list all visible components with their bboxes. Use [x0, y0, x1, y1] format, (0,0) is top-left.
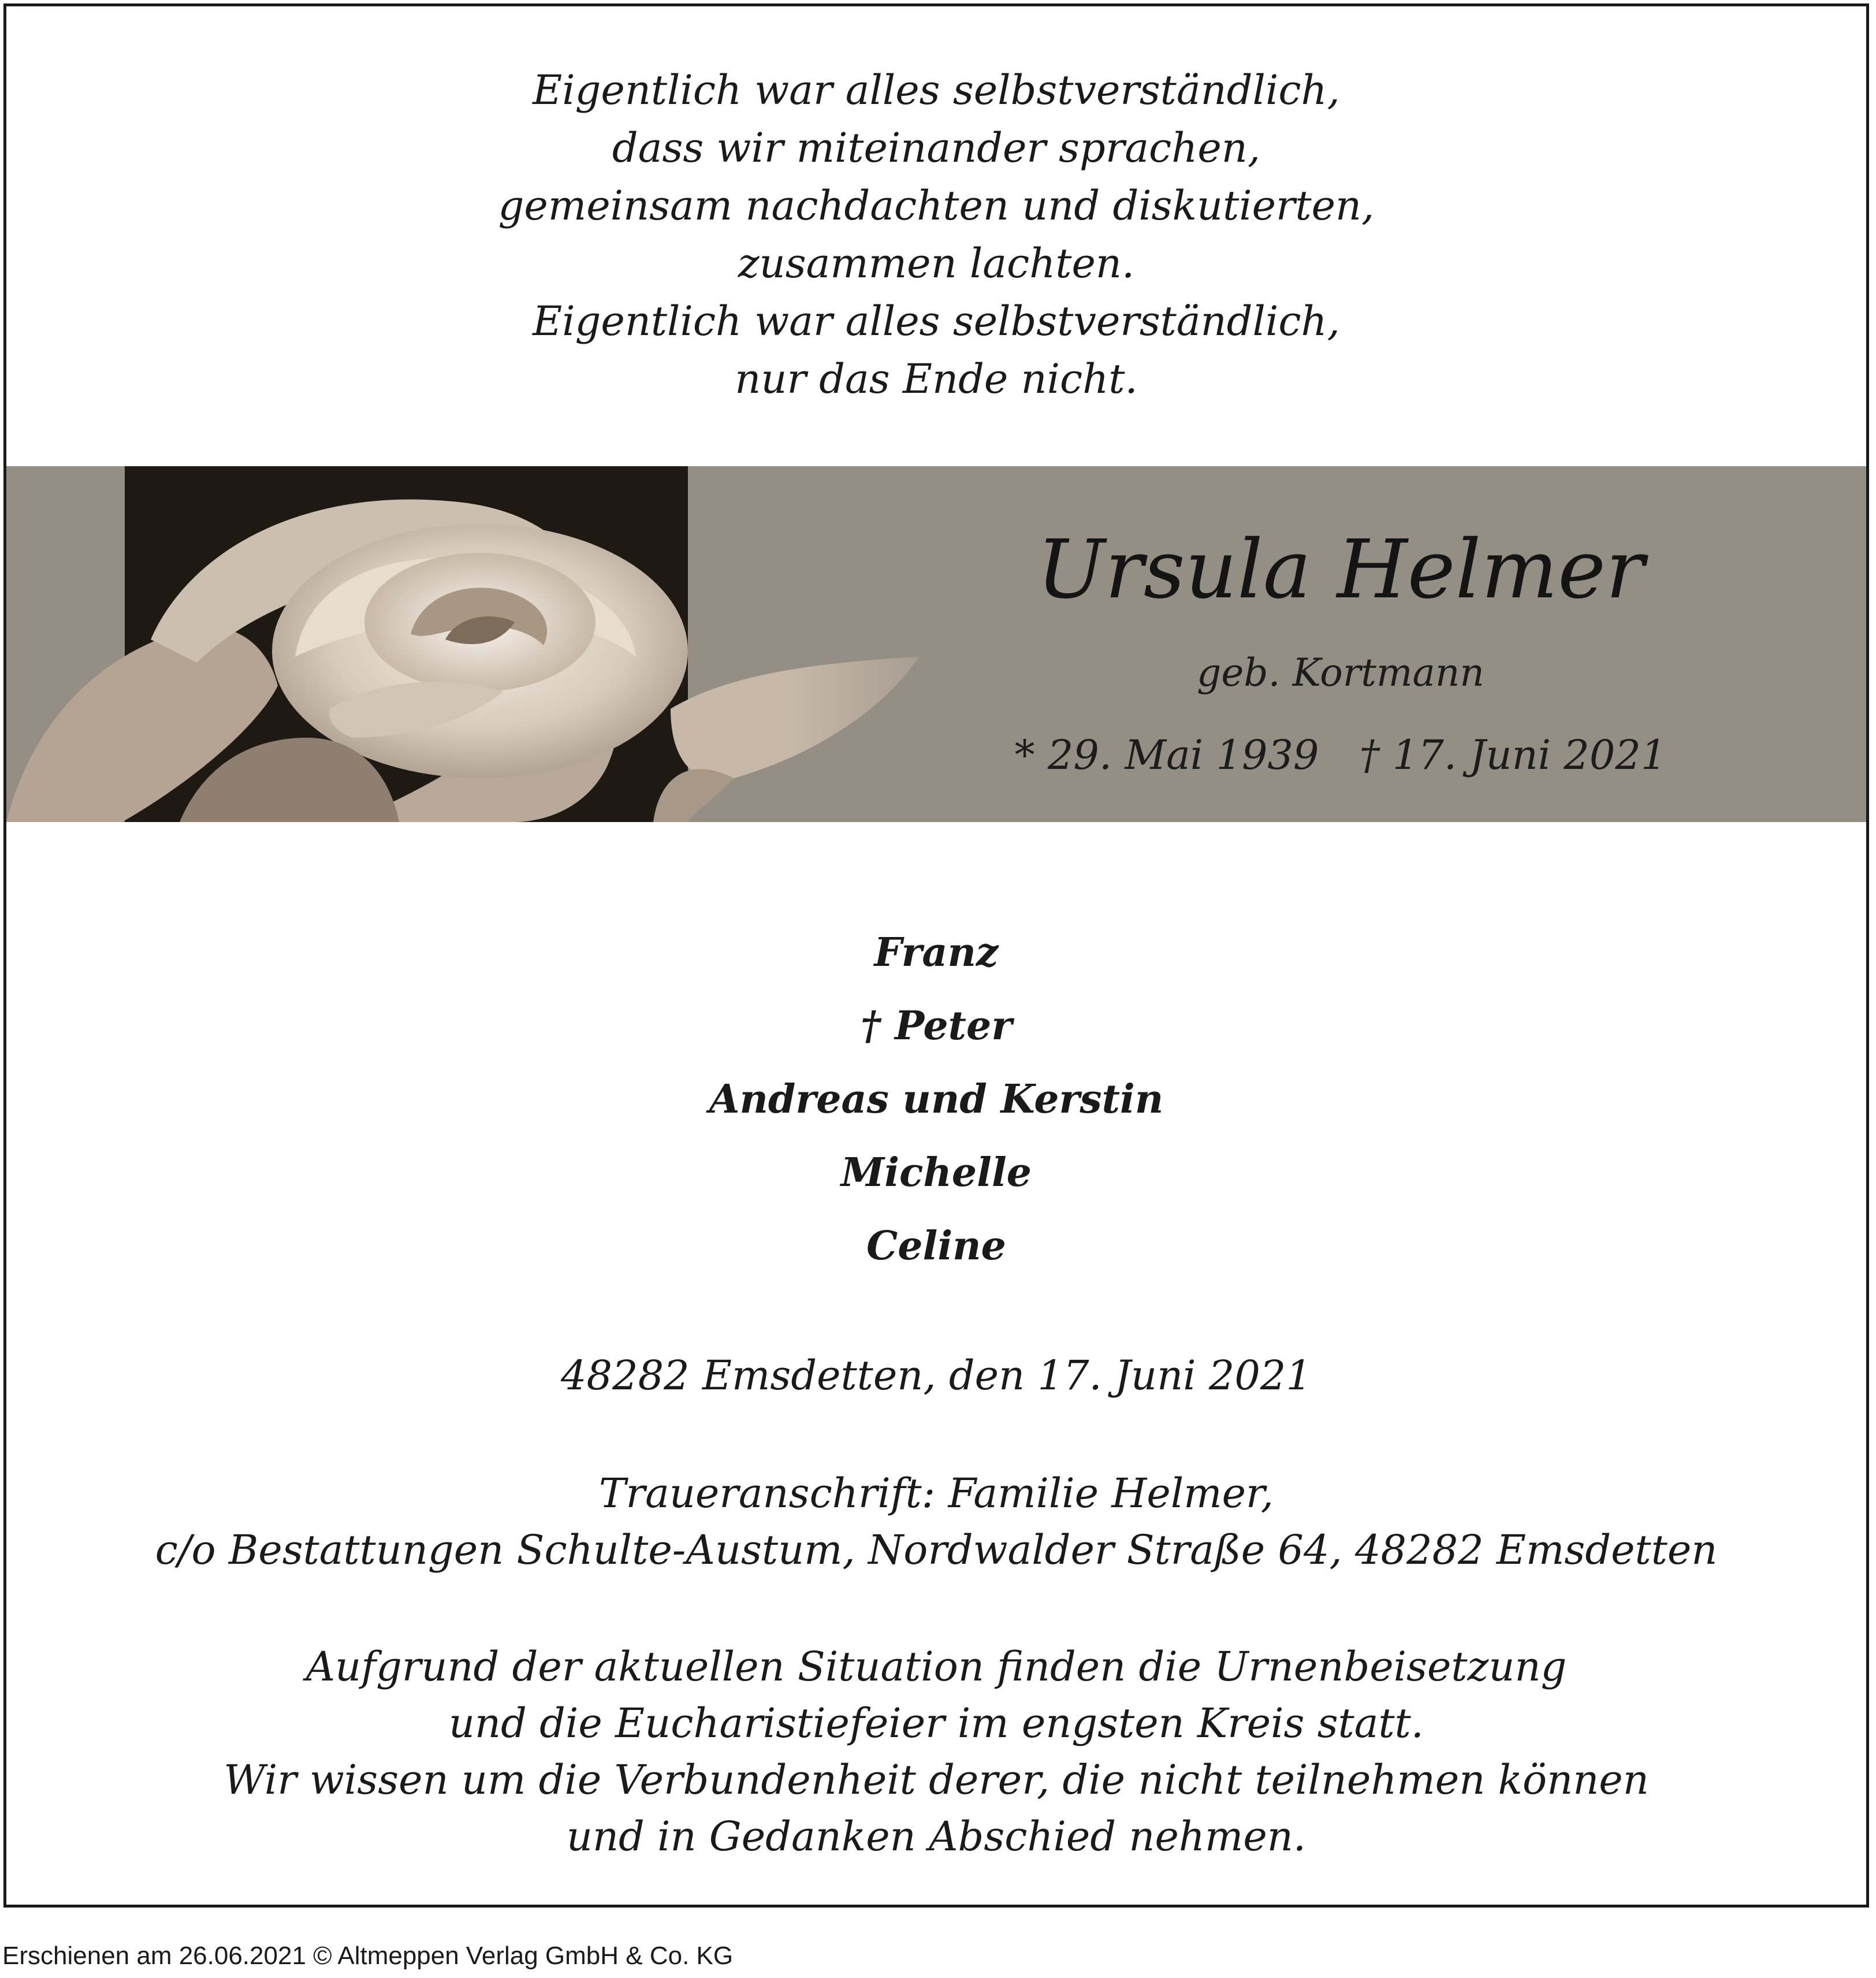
mourner-name: † Peter [860, 1003, 1013, 1049]
notice-line: Aufgrund der aktuellen Situation finden die Urnenbeisetzung [306, 1643, 1567, 1690]
life-dates [884, 729, 1797, 781]
mourners-list [6, 916, 1866, 1283]
mourner-name: Michelle [840, 1150, 1032, 1196]
mourning-address [6, 1465, 1866, 1578]
mourner-name: Celine [866, 1223, 1006, 1269]
name-banner [6, 466, 1866, 822]
maiden-name: geb. Kortmann [1197, 650, 1484, 695]
address-line: c/o Bestattungen Schulte-Austum, Nordwalder Straße 64, 48282 Emsdetten [155, 1526, 1718, 1574]
obituary-notice [3, 3, 1869, 1908]
deceased-name: Ursula Helmer [1037, 523, 1644, 617]
rose-icon [6, 466, 988, 822]
notice-line: Wir wissen um die Verbundenheit derer, die nicht teilnehmen können [224, 1756, 1649, 1804]
poem [6, 61, 1866, 408]
publication-footer: Erschienen am 26.06.2021 © Altmeppen Verlag GmbH & Co. KG [2, 1942, 734, 1970]
poem-line: dass wir miteinander sprachen, [612, 124, 1261, 172]
address-line: Traueranschrift: Familie Helmer, [598, 1470, 1274, 1517]
place-date: 48282 Emsdetten, den 17. Juni 2021 [561, 1352, 1312, 1399]
mourner-name: Andreas und Kerstin [709, 1076, 1164, 1122]
poem-line: gemeinsam nachdachten und diskutierten, [498, 182, 1375, 229]
poem-line: nur das Ende nicht. [735, 355, 1138, 403]
death-date: † 17. Juni 2021 [1359, 731, 1667, 779]
notice-line: und in Gedanken Abschied nehmen. [566, 1813, 1306, 1860]
poem-line: Eigentlich war alles selbstverständlich, [533, 66, 1340, 114]
poem-line: zusammen lachten. [738, 240, 1135, 287]
notice-line: und die Eucharistiefeier im engsten Kreis statt. [448, 1700, 1424, 1747]
mourner-name: Franz [874, 929, 999, 976]
ceremony-notice [6, 1638, 1866, 1865]
poem-line: Eigentlich war alles selbstverständlich, [533, 298, 1340, 345]
birth-date: * 29. Mai 1939 [1014, 731, 1319, 779]
